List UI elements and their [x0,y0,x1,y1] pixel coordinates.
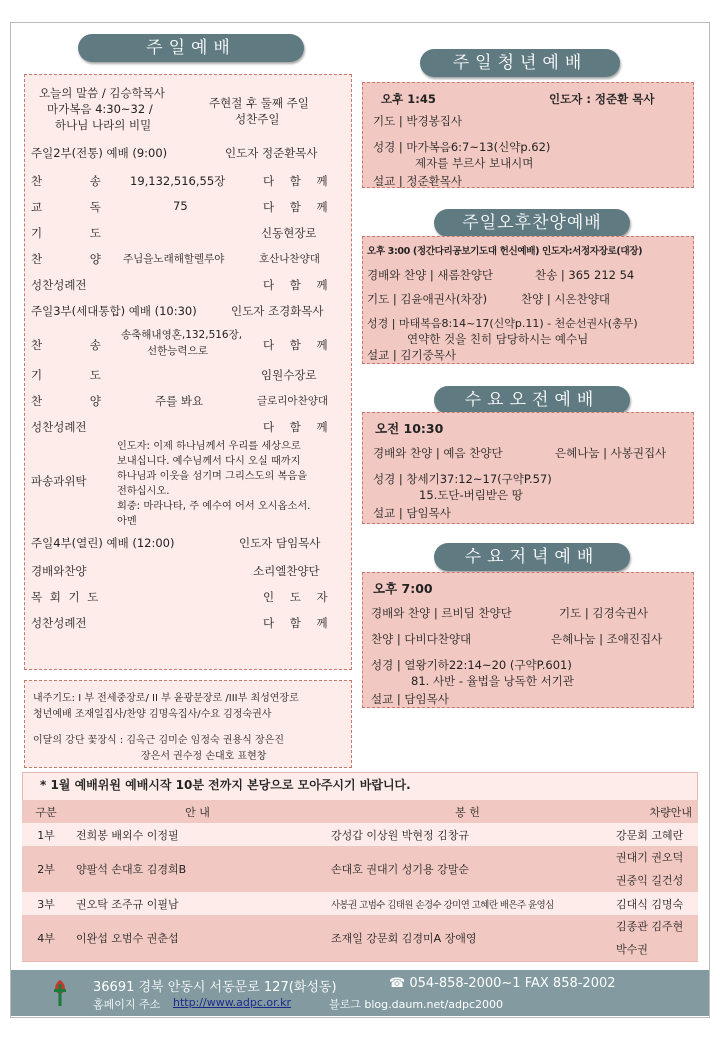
s4-row-right: 소리엘찬양단 [253,564,320,578]
wed-morning-sermon: 설교 | 담임목사 [373,506,451,520]
word-title: 하나님 나라의 비밀 [55,118,152,132]
s2-title: 주일2부(전통) 예배 (9:00) [31,146,168,160]
row-car: 김대식 김명숙 [616,897,684,911]
prayer-box [24,680,352,768]
s3-row-mid: 주를 봐요 [155,394,204,408]
afternoon-scripture-title: 연약한 것을 친히 담당하시는 예수님 [407,332,589,346]
row-guide: 권오탁 조주규 이필남 [76,897,179,911]
afternoon-box [362,236,694,364]
youth-time: 오후 1:45 [381,92,436,106]
church-cross-icon [51,978,69,1008]
wed-evening-box [362,572,694,708]
s4-title: 주일4부(열린) 예배 (12:00) [31,536,175,550]
flower-line-1: 이달의 강단 꽃장식 : 김옥근 김미순 임정숙 권용식 장은진 [33,735,284,746]
s3-row-right: 글로리아찬양대 [257,395,329,407]
row-car: 강문회 고혜란 [616,828,684,842]
wed-morning-grace: 은혜나눔 | 사봉권집사 [555,446,667,460]
homepage-link[interactable]: http://www.adpc.or.kr [173,996,292,1009]
row-guide: 전희봉 배외수 이정필 [76,828,179,842]
s4-row-right: 다 함 께 [263,616,330,630]
footer-blog[interactable]: 블로그 blog.daum.net/adpc2000 [329,998,504,1011]
s3-row-right: 다 함 께 [263,420,330,434]
youth-prayer: 기도 | 박경봉집사 [373,114,462,128]
s2-row-label: 찬 송 [31,174,103,188]
s2-row-mid: 19,132,516,55장 [130,174,226,188]
s4-row-label: 목 회 기 도 [31,590,101,604]
wed-evening-title: 수요저녁예배 [434,543,630,571]
footer-homepage-label: 홈페이지 주소 [93,998,161,1011]
row-offering: 강성갑 이상원 박현정 김창규 [331,828,470,842]
afternoon-title: 주일오후찬양예배 [434,209,630,237]
season-2: 성찬주일 [235,112,280,126]
sunday-title: 주일예배 [78,34,304,62]
s2-row-right: 다 함 께 [263,200,330,214]
youth-box [362,82,694,188]
s2-row-label: 성찬성례전 [31,278,87,292]
attendants-table [22,800,698,961]
s4-row-label: 경배와찬양 [31,564,87,578]
header-part: 구분 [35,805,57,819]
s2-row-label: 찬 양 [31,252,103,266]
wed-evening-praise: 찬양 | 다비다찬양대 [371,632,472,646]
s3-row-label: 성찬성례전 [31,420,87,434]
table-row [22,846,698,892]
afternoon-prayer: 기도 | 김윤애권사(차장) [367,292,488,306]
s3-title: 주일3부(세대통합) 예배 (10:30) [31,304,197,318]
table-row [22,915,698,961]
flower-line-2: 장은서 권수정 손대호 표현창 [141,751,267,762]
s2-row-right: 호산나찬양대 [259,253,320,265]
afternoon-hymn: 찬송 | 365 212 54 [535,268,635,282]
row-guide: 양팔석 손대호 김경희B [76,863,187,876]
afternoon-praise: 찬양 | 시온찬양대 [521,292,610,306]
wed-evening-sermon: 설교 | 담임목사 [371,692,449,706]
s2-row-right: 다 함 께 [263,174,330,188]
word-label: 오늘의 말씀 / 김승학목사 [39,86,165,100]
youth-scripture-title: 제자를 부르사 보내시며 [415,156,534,170]
s3-hymn-mid-2: 선한능력으로 [147,345,208,357]
afternoon-scripture: 성경 | 마태복음8:14~17(신약p.11) - 천순선권사(총무) [367,317,638,330]
row-car: 권대기 권오덕 권중익 길건성 [616,851,684,887]
s3-leader: 인도자 조경화목사 [231,304,324,318]
footer-phone: ☎ 054-858-2000~1 FAX 858-2002 [389,976,616,991]
s2-row-mid: 주님을노래해할렐루야 [123,253,225,265]
afternoon-header: 오후 3:00 (정간다리공보기도대 헌신예배) 인도자:서정자장로(대장) [367,246,643,257]
sunday-box [24,74,352,670]
youth-sermon: 설교 | 정준환목사 [373,174,462,188]
afternoon-worship: 경배와 찬양 | 새롬찬양단 [367,268,493,282]
youth-leader: 인도자 : 정준환 목사 [549,92,655,106]
s2-row-label: 기 도 [31,226,103,240]
youth-title: 주일청년예배 [420,49,620,77]
s3-row-label: 기 도 [31,368,103,382]
wed-evening-grace: 은혜나눔 | 조애진집사 [551,632,663,646]
s2-row-label: 교 독 [31,200,103,214]
prayer-line-2: 청년예배 조재일집사/찬양 김명옥집사/수요 김정숙권사 [33,709,272,720]
sending-label: 파송과위탁 [31,474,87,488]
row-part: 4부 [37,932,55,945]
word-ref: 마가복음 4:30~32 / [47,102,153,116]
header-offering: 봉 헌 [455,805,480,819]
s2-row-mid: 75 [173,199,188,213]
header-car: 차량안내 [649,805,692,819]
table-header-row [22,800,698,823]
afternoon-sermon: 설교 | 김기중목사 [367,348,456,362]
s4-row-right: 인 도 자 [263,590,330,604]
row-car: 김종관 김주현 박수권 [616,920,684,956]
row-part: 1부 [37,828,55,842]
footer [11,970,709,1016]
wed-morning-scripture: 성경 | 창세기37:12~17(구약P.57) [373,472,552,486]
row-offering: 사봉권 고범수 김태원 손경수 강미연 고혜란 배은주 윤영심 [331,899,554,911]
wed-evening-scripture-title: 81. 사반 - 율법을 낭독한 서기관 [411,674,574,688]
wed-morning-time: 오전 10:30 [375,421,444,436]
s2-leader: 인도자 정준환목사 [225,146,318,160]
wed-evening-scripture: 성경 | 열왕기하22:14~20 (구약P.601) [371,658,572,672]
wed-morning-worship: 경배와 찬양 | 예음 찬양단 [373,446,503,460]
row-offering: 조재일 강문회 김경미A 장애영 [331,932,477,945]
row-part: 3부 [37,897,55,911]
season-1: 주현절 후 둘째 주일 [209,96,309,110]
s4-row-label: 성찬성례전 [31,616,87,630]
wed-evening-worship: 경배와 찬양 | 르비딤 찬양단 [371,606,512,620]
header-guide: 안 내 [185,805,210,819]
wed-morning-scripture-title: 15.도단-버림받은 땅 [419,488,523,502]
s3-hymn-right: 다 함 께 [263,338,330,352]
wed-morning-box [362,412,694,524]
s3-row-label: 찬 양 [31,394,103,408]
s2-row-right: 다 함 께 [263,278,330,292]
youth-scripture: 성경 | 마가복음6:7~13(신약p.62) [373,140,551,154]
prayer-line-1: 내주기도: I 부 전세중장로/ II 부 윤광문장로 /III부 최성연장로 [33,693,299,704]
table-row [22,823,698,846]
row-guide: 이완섭 오범수 권춘섭 [76,932,179,945]
s3-hymn-mid-1: 송축해내영혼,132,516장, [121,329,243,341]
footer-address: 36691 경북 안동시 서동문로 127(화성동) [93,980,337,995]
row-part: 2부 [37,863,55,876]
wed-evening-time: 오후 7:00 [373,581,433,596]
s4-leader: 인도자 담임목사 [239,536,321,550]
s2-row-right: 신동현장로 [261,226,317,240]
wed-morning-title: 수요오전예배 [434,386,630,414]
table-row [22,892,698,915]
wed-evening-prayer: 기도 | 김경숙권사 [559,606,648,620]
s3-row-right: 임원수장로 [261,368,317,382]
attendants-notice: * 1월 예배위원 예배시작 10분 전까지 본당으로 모아주시기 바랍니다. [40,778,411,792]
s3-hymn-label: 찬 송 [31,338,103,352]
sending-text: 인도자: 이제 하나님께서 우리를 세상으로 보내십니다. 예수님께서 다시 오실 때까지 하나님과 이웃을 섬기며 그리스도의 복음을 전하십시오. 회중: 마라나타, 주 예수여 어서 오시옵소서. 아멘 [117,441,311,527]
row-offering: 손대호 권대기 성기용 강말순 [331,863,470,876]
